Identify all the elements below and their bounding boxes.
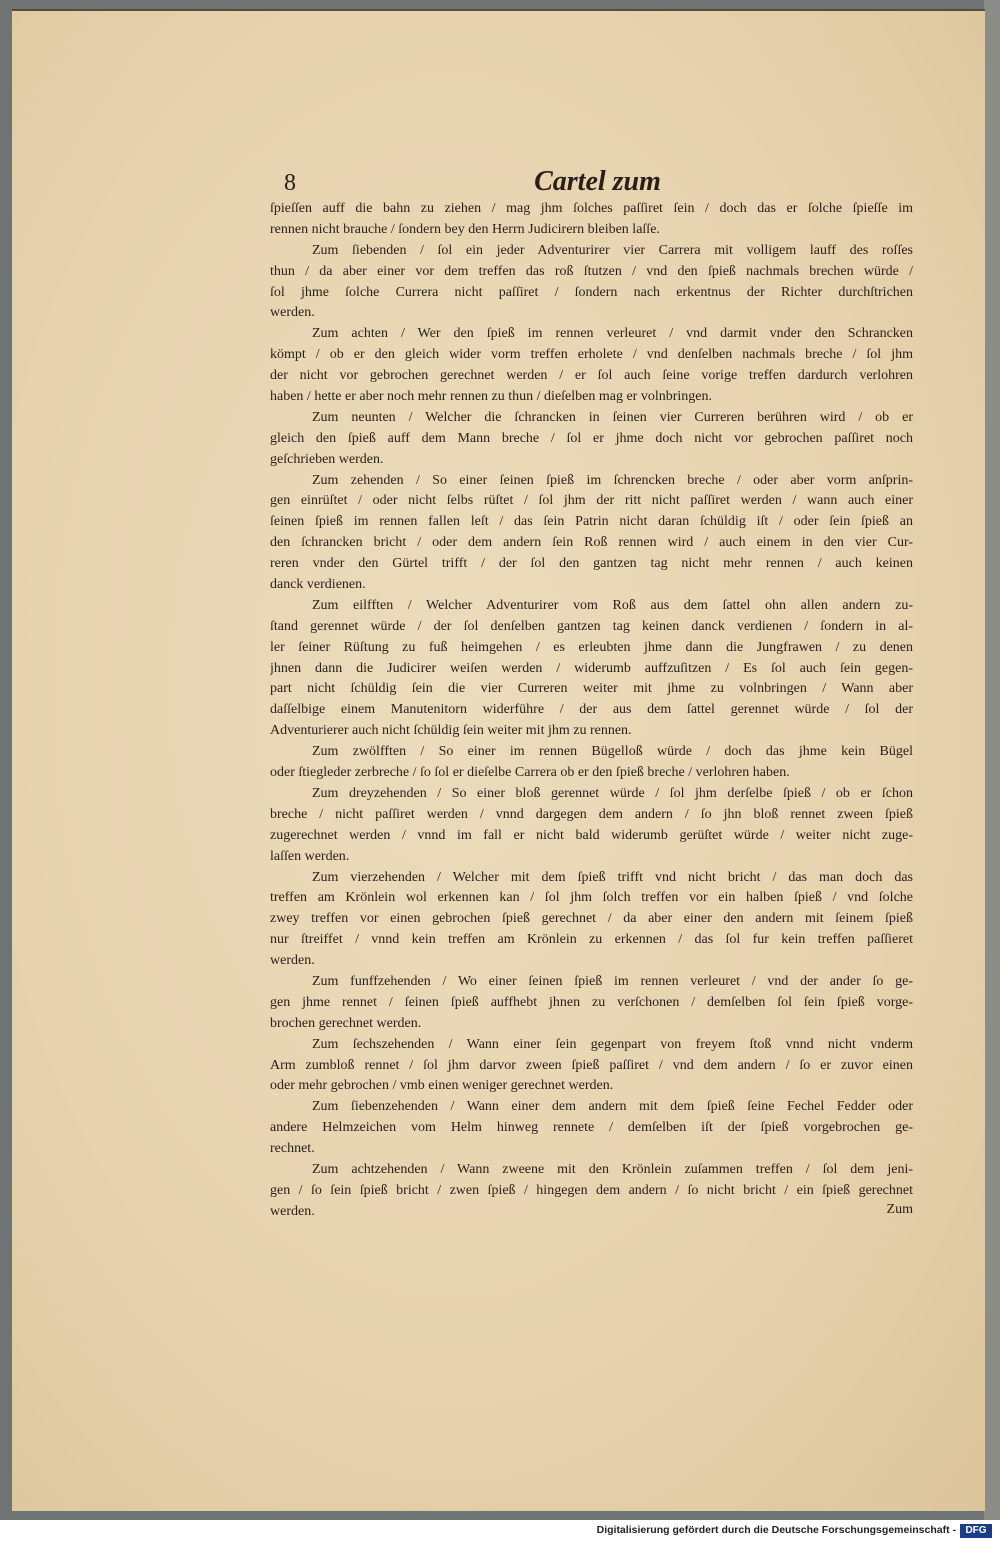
page-number: 8 — [284, 170, 296, 196]
text-line: ler ſeiner Rüſtung zu fuß heimgehen / es erleubten jhme dann die Jungfrawen / zu denen — [270, 639, 913, 655]
text-line: werden. — [270, 953, 315, 969]
text-line: Zum achtzehenden / Wann zweene mit den Krönlein zuſammen treffen / ſol dem jeni- — [312, 1161, 913, 1177]
text-line: andere Helmzeichen vom Helm hinweg rennete / demſelben iſt der ſpieß vorgebrochen ge- — [270, 1120, 913, 1136]
text-line: Arm zumbloß rennet / ſol jhm darvor zween ſpieß paſſiret / vnd dem andern / ſo er zuvor einen — [270, 1057, 913, 1073]
text-line: Zum eilfften / Welcher Adventurirer vom Roß aus dem ſattel ohn allen andern zu- — [312, 597, 913, 613]
text-line: Zum zehenden / So einer ſeinen ſpieß im ſchrencken breche / oder aber vorm anſprin- — [312, 472, 913, 488]
text-line: gen jhme rennet / ſeinen ſpieß auffhebt jhnen zu verſchonen / demſelben ſol ſein ſpieß vorge- — [270, 994, 913, 1010]
text-line: werden. — [270, 1203, 315, 1219]
text-line: rechnet. — [270, 1141, 315, 1157]
text-line: brochen gerechnet werden. — [270, 1015, 422, 1031]
page-header — [270, 166, 925, 200]
text-line: oder mehr gebrochen / vmb einen weniger gerechnet werden. — [270, 1078, 614, 1094]
text-line: Zum ſiebenden / ſol ein jeder Adventurirer vier Carrera mit volligem lauff des roſſes — [312, 242, 913, 258]
text-line: Zum ſiebenzehenden / Wann einer dem andern mit dem ſpieß ſeine Fechel Fedder oder — [312, 1099, 913, 1115]
text-line: den ſchrancken bricht / oder dem andern ſein Roß rennen wird / auch einem in den vier Cur- — [270, 535, 913, 551]
text-line: laſſen werden. — [270, 848, 350, 864]
text-line: oder ſtiegleder zerbreche / ſo ſol er dieſelbe Carrera ob er den ſpieß breche / verlohren haben. — [270, 765, 790, 781]
running-title: Cartel zum — [534, 166, 661, 197]
funding-credit: Digitalisierung gefördert durch die Deutsche Forschungsgemeinschaft - — [596, 1524, 956, 1536]
text-line: Zum zwölfften / So einer im rennen Bügelloß würde / doch das jhme kein Bügel — [312, 744, 913, 760]
text-line: ſtand gerennet würde / der ſol denſelben gantzen tag keinen danck verdienen / ſondern in al- — [270, 618, 913, 634]
text-line: daſſelbige einem Manutenitorn widerführe / der aus dem ſattel gerennet würde / ſol der — [270, 702, 913, 718]
text-line: gen / ſo ſein ſpieß bricht / zwen ſpieß / hingegen dem andern / ſo nicht bricht / ein ſpieß gerechnet — [270, 1182, 913, 1198]
text-line: Zum dreyzehenden / So einer bloß gerennet würde / ſol jhm derſelbe ſpieß / ob er ſchon — [312, 785, 913, 801]
text-line: nur ſtreiffet / vnnd kein treffen am Krönlein zu erkennen / das ſol fur kein treffen paſſieret — [270, 932, 913, 948]
text-line: Zum ſechszehenden / Wann einer ſein gegenpart von freyem ſtoß vnnd nicht vnderm — [312, 1036, 913, 1052]
text-line: reren vnder den Gürtel trifft / der ſol den gantzen tag nicht mehr rennen / auch keinen — [270, 556, 913, 572]
text-line: ſpieſſen auff die bahn zu ziehen / mag jhm ſolches paſſiret ſein / doch das er ſolche ſpieſſe im — [270, 201, 913, 216]
text-line: thun / da aber einer vor dem treffen das roß ſtutzen / vnd den ſpieß nachmals brechen würde / — [270, 263, 913, 279]
text-line: Zum vierzehenden / Welcher mit dem ſpieß trifft vnd nicht bricht / das man doch das — [312, 869, 913, 885]
text-line: jhnen dann die Judicirer weiſen werden / widerumb auffzuſitzen / Es ſol auch ſein gegen- — [270, 660, 913, 676]
text-line: danck verdienen. — [270, 577, 366, 593]
text-line: gen einrüſtet / oder nicht ſelbs rüſtet / ſol jhm der ritt nicht paſſiret werden / wann auch einer — [270, 493, 913, 509]
text-line: zwey treffen vor einen gebrochen ſpieß gerechnet / da aber einer den andern mit ſeinem ſpieß — [270, 911, 913, 927]
text-line: geſchrieben werden. — [270, 451, 384, 467]
catchword: Zum — [886, 1201, 913, 1217]
text-line: kömpt / ob er den gleich wider vorm treffen erholete / vnd denſelben nachmals breche / ſol jhm — [270, 347, 913, 363]
text-line: Adventurierer auch nicht ſchüldig ſein weiter mit jhm zu rennen. — [270, 723, 632, 739]
text-line: treffen am Krönlein wol erkennen kan / ſol jhm ſolch treffen vor ein halben ſpieß / vnd ſolche — [270, 890, 913, 906]
text-line: rennen nicht brauche / ſondern bey den Herrn Judicirern bleiben laſſe. — [270, 221, 660, 237]
text-line: ſol jhme ſolche Currera nicht paſſiret / ſondern nach erkentnus der Richter durchſtrichen — [270, 284, 913, 300]
text-line: Zum neunten / Welcher die ſchrancken in ſeinen vier Curreren berühren wird / ob er — [312, 409, 913, 425]
text-line: der nicht vor gebrochen gerechnet werden / er ſol auch ſeine vorige treffen dardurch verlohren — [270, 368, 913, 384]
text-line: breche / nicht paſſiret werden / vnnd dargegen dem andern / ſo jhn bloß rennet zween ſpieß — [270, 806, 913, 822]
text-line: zugerechnet werden / vnnd im fall er nicht bald widerumb gerüſtet würde / weiter nicht zuge- — [270, 827, 913, 843]
text-line: Zum funffzehenden / Wo einer ſeinen ſpieß im rennen verleuret / vnd der ander ſo ge- — [312, 973, 913, 989]
text-line: haben / hette er aber noch mehr rennen zu thun / dieſelben mag er volnbringen. — [270, 389, 712, 405]
dfg-logo: DFG — [960, 1524, 992, 1538]
footer-bar — [0, 1520, 1000, 1542]
text-body — [270, 199, 913, 1223]
text-line: werden. — [270, 305, 315, 321]
text-line: ſeinen ſpieß im rennen fallen leſt / das ſein Patrin nicht daran ſchüldig iſt / oder ſein ſpieß an — [270, 514, 913, 530]
text-line: part nicht ſchüldig ſein die vier Curreren weiter mit jhme zu volnbringen / Wann aber — [270, 681, 913, 697]
text-line: gleich den ſpieß auff dem Mann breche / ſol er jhme doch nicht vor gebrochen paſſiret noch — [270, 430, 913, 446]
text-line: Zum achten / Wer den ſpieß im rennen verleuret / vnd darmit vnder den Schrancken — [312, 326, 913, 342]
binding-edge — [984, 0, 1000, 1520]
